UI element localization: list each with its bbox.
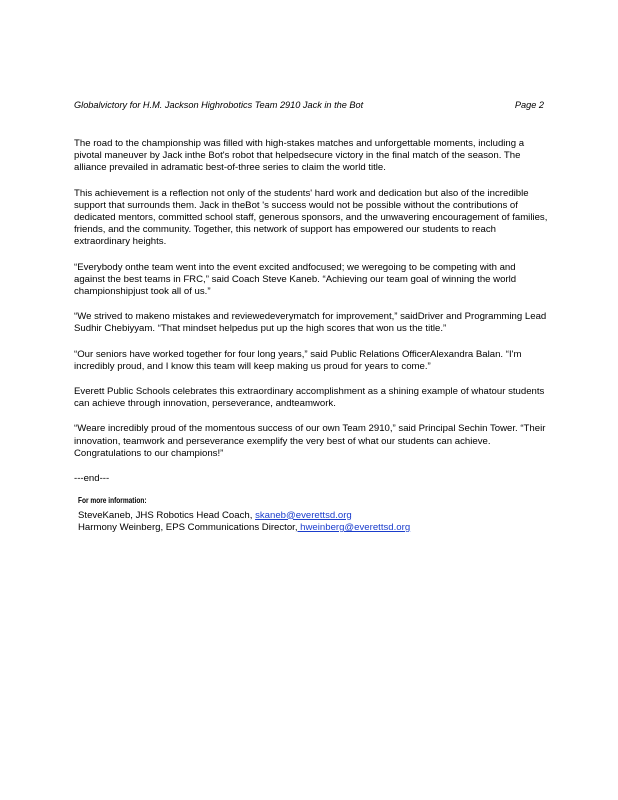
paragraph-1: The road to the championship was filled with high-stakes matches and unforgettable moments, including a pivotal maneuver by Jack inthe Bot's robot that helpedsecure victory in the final match of the season. The alliance prevailed in adramatic best-of-three series to claim the world title.: [74, 138, 525, 174]
paragraph-7: “Weare incredibly proud of the momentous success of our own Team 2910,” said Principal Sechin Tower. “Their innovation, teamwork and perseverance exemplify the very best of what our students can achieve. Congratulations to our champions!”: [74, 423, 546, 459]
paragraph-2: This achievement is a reflection not only of the students' hard work and dedication but also of the incredible support that surrounds them. Jack in theBot 's success would not be possible without the contributions of dedicated mentors, committed school staff, generous sponsors, and the unwavering encouragement of families, friends, and the community. Together, this network of support has empowered our students to reach extraordinary heights.: [74, 187, 548, 248]
header-title: Globalvictory for H.M. Jackson Highrobotics Team 2910 Jack in the Bot: [74, 100, 364, 110]
paragraph-4: “We strived to makeno mistakes and reviewedeverymatch for improvement,” saidDriver and Programming Lead Sudhir Chebiyyam. “That mindset helpedus put up the high scores that won us the title.”: [74, 311, 547, 335]
paragraph-6: Everett Public Schools celebrates this extraordinary accomplishment as a shining example of whatour students can achieve through innovation, perseverance, andteamwork.: [74, 386, 545, 410]
contact-row: [78, 522, 549, 534]
document-body: [74, 138, 549, 534]
email-link[interactable]: skaneb@everettsd.org: [255, 509, 352, 521]
contact-name: SteveKaneb, JHS Robotics Head Coach,: [78, 509, 256, 521]
contact-row: [78, 510, 549, 522]
contact-label: For more information:: [78, 496, 147, 506]
email-link[interactable]: hweinberg@everettsd.org: [297, 522, 411, 534]
paragraph-5: “Our seniors have worked together for four long years,” said Public Relations OfficerAlexandra Balan. “I'm incredibly proud, and I know this team will keep making us proud for years to come.”: [74, 348, 522, 372]
page-number: Page 2: [514, 100, 544, 110]
page-header: [74, 100, 544, 112]
contact-name: Harmony Weinberg, EPS Communications Director,: [78, 522, 298, 534]
end-marker: ---end---: [74, 473, 110, 485]
contact-info: [74, 495, 549, 534]
paragraph-3: “Everybody onthe team went into the event excited andfocused; we weregoing to be competing with and against the best teams in FRC,” said Coach Steve Kaneb. “Achieving our team goal of winning the world championshipjust took all of us.”: [74, 261, 517, 298]
